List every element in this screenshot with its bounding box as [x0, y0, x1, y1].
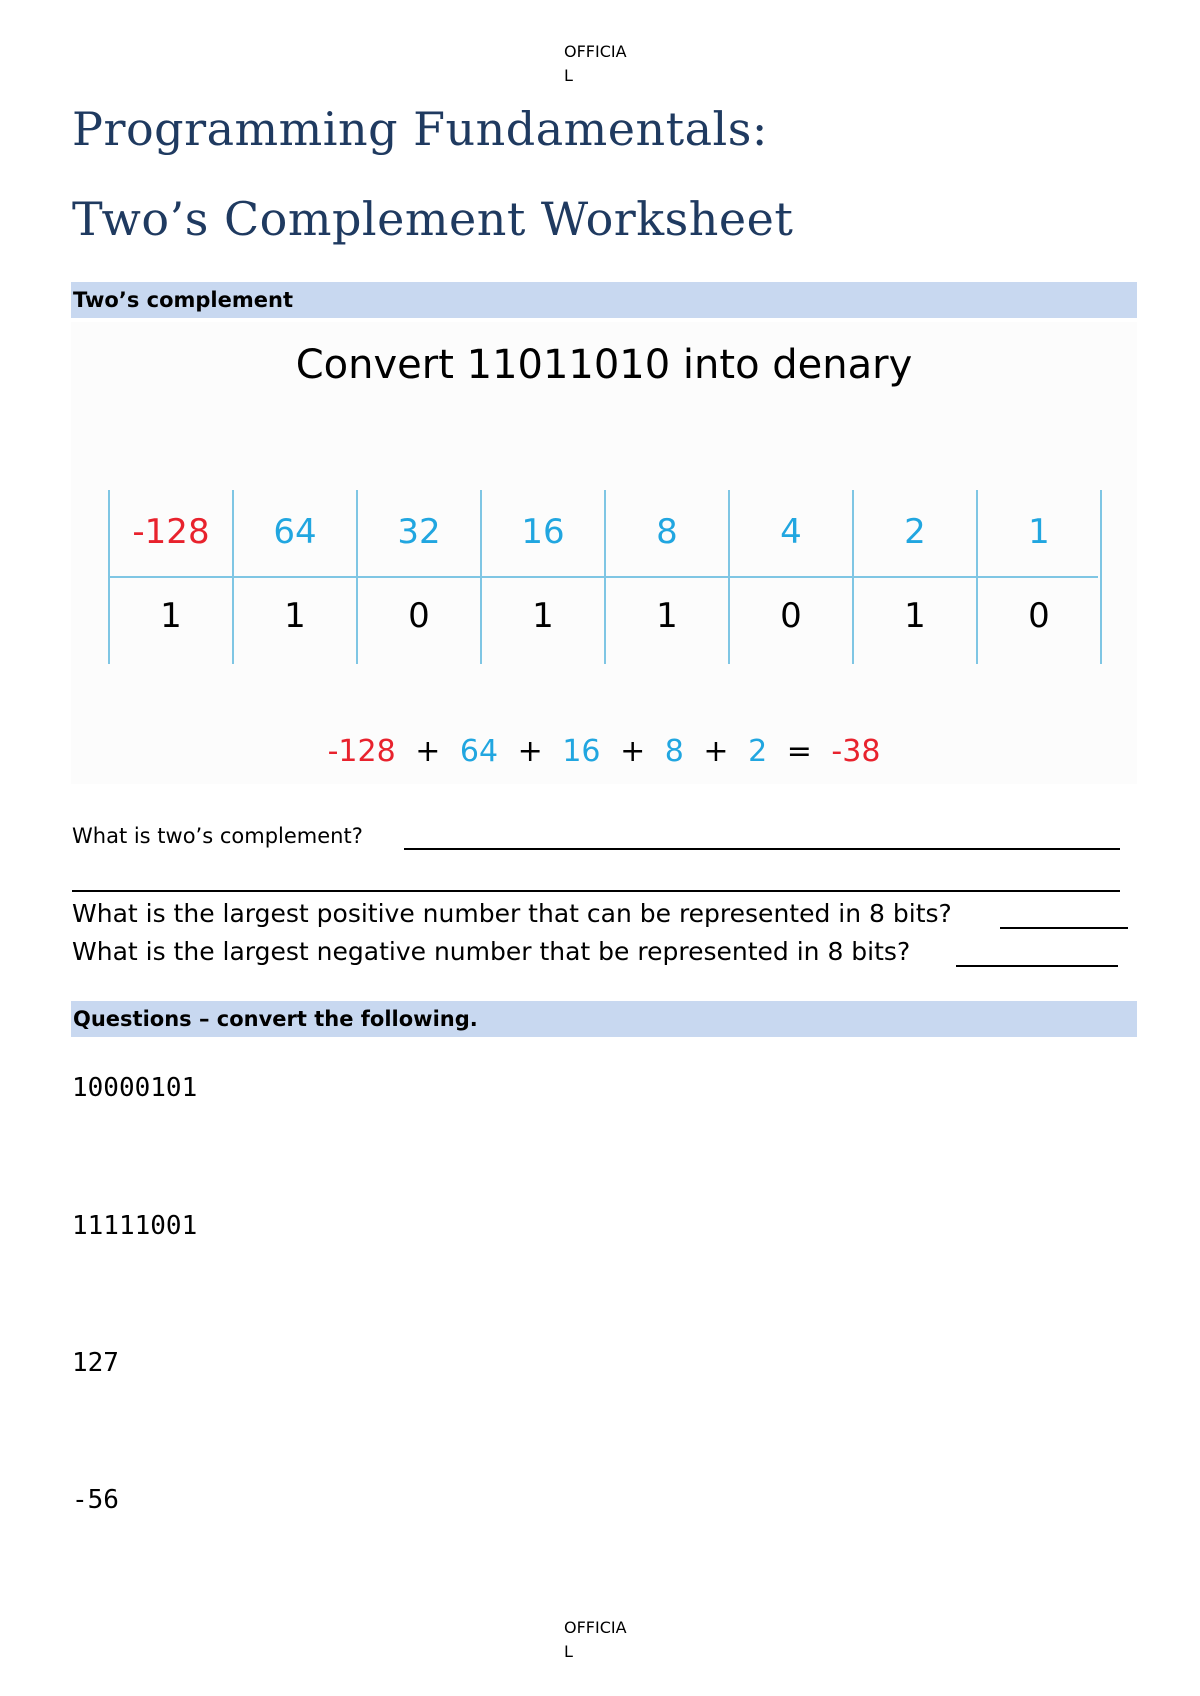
- conversion-item: 10000101: [72, 1073, 198, 1103]
- answer-blank-line[interactable]: [72, 890, 1120, 892]
- bit-cell: 0: [780, 596, 802, 636]
- marking-line-1: OFFICIA: [564, 42, 627, 61]
- equation-term: -128: [327, 734, 396, 769]
- bit-cell: 1: [532, 596, 554, 636]
- place-value-cell: 2: [904, 512, 926, 552]
- question-largest-positive: What is the largest positive number that can be represented in 8 bits?: [72, 899, 952, 928]
- section-heading-twos-complement: Two’s complement: [71, 282, 1137, 318]
- bit-cell: 1: [656, 596, 678, 636]
- place-value-cell: 16: [521, 512, 565, 552]
- place-value-cell: 64: [273, 512, 317, 552]
- classification-marking-bottom: [564, 1616, 644, 1664]
- equation-operator: +: [415, 734, 441, 769]
- equation-term: 8: [664, 734, 684, 769]
- section-heading-questions: Questions – convert the following.: [71, 1001, 1137, 1037]
- equation-operator: +: [620, 734, 646, 769]
- place-value-cell: 32: [397, 512, 441, 552]
- question-what-is-twos-complement: What is two’s complement?: [72, 824, 363, 848]
- place-value-cell: -128: [132, 512, 210, 552]
- equation-term: 2: [748, 734, 768, 769]
- bit-cell: 0: [1028, 596, 1050, 636]
- classification-marking-top: [564, 40, 644, 88]
- equation-equals: =: [786, 734, 812, 769]
- place-value-cell: 1: [1028, 512, 1050, 552]
- marking-line-2: L: [564, 66, 573, 85]
- equation-term: 64: [459, 734, 499, 769]
- bit-cell: 1: [160, 596, 182, 636]
- answer-blank-line[interactable]: [1000, 927, 1128, 929]
- marking-line-2: L: [564, 1642, 573, 1661]
- place-value-cell: 8: [656, 512, 678, 552]
- equation-operator: +: [517, 734, 543, 769]
- equation-operator: +: [703, 734, 729, 769]
- bit-cell: 1: [284, 596, 306, 636]
- conversion-item: 127: [72, 1348, 119, 1378]
- answer-blank-line[interactable]: [956, 965, 1118, 967]
- figure-title: Convert 11011010 into denary: [295, 342, 913, 388]
- sum-equation: [71, 734, 1137, 769]
- bit-cell: 0: [408, 596, 430, 636]
- conversion-item: 11111001: [72, 1211, 198, 1241]
- table-row-divider: [108, 576, 1098, 578]
- place-value-cell: 4: [780, 512, 802, 552]
- document-title-line-2: Two’s Complement Worksheet: [72, 192, 794, 246]
- answer-blank-line[interactable]: [404, 848, 1120, 850]
- conversion-item: -56: [72, 1485, 119, 1515]
- equation-term: 16: [562, 734, 601, 769]
- conversion-example-figure: [71, 322, 1137, 784]
- equation-result: -38: [831, 734, 881, 769]
- marking-line-1: OFFICIA: [564, 1618, 627, 1637]
- bit-cell: 1: [904, 596, 926, 636]
- document-title-line-1: Programming Fundamentals:: [72, 102, 768, 156]
- question-largest-negative: What is the largest negative number that be represented in 8 bits?: [72, 937, 911, 966]
